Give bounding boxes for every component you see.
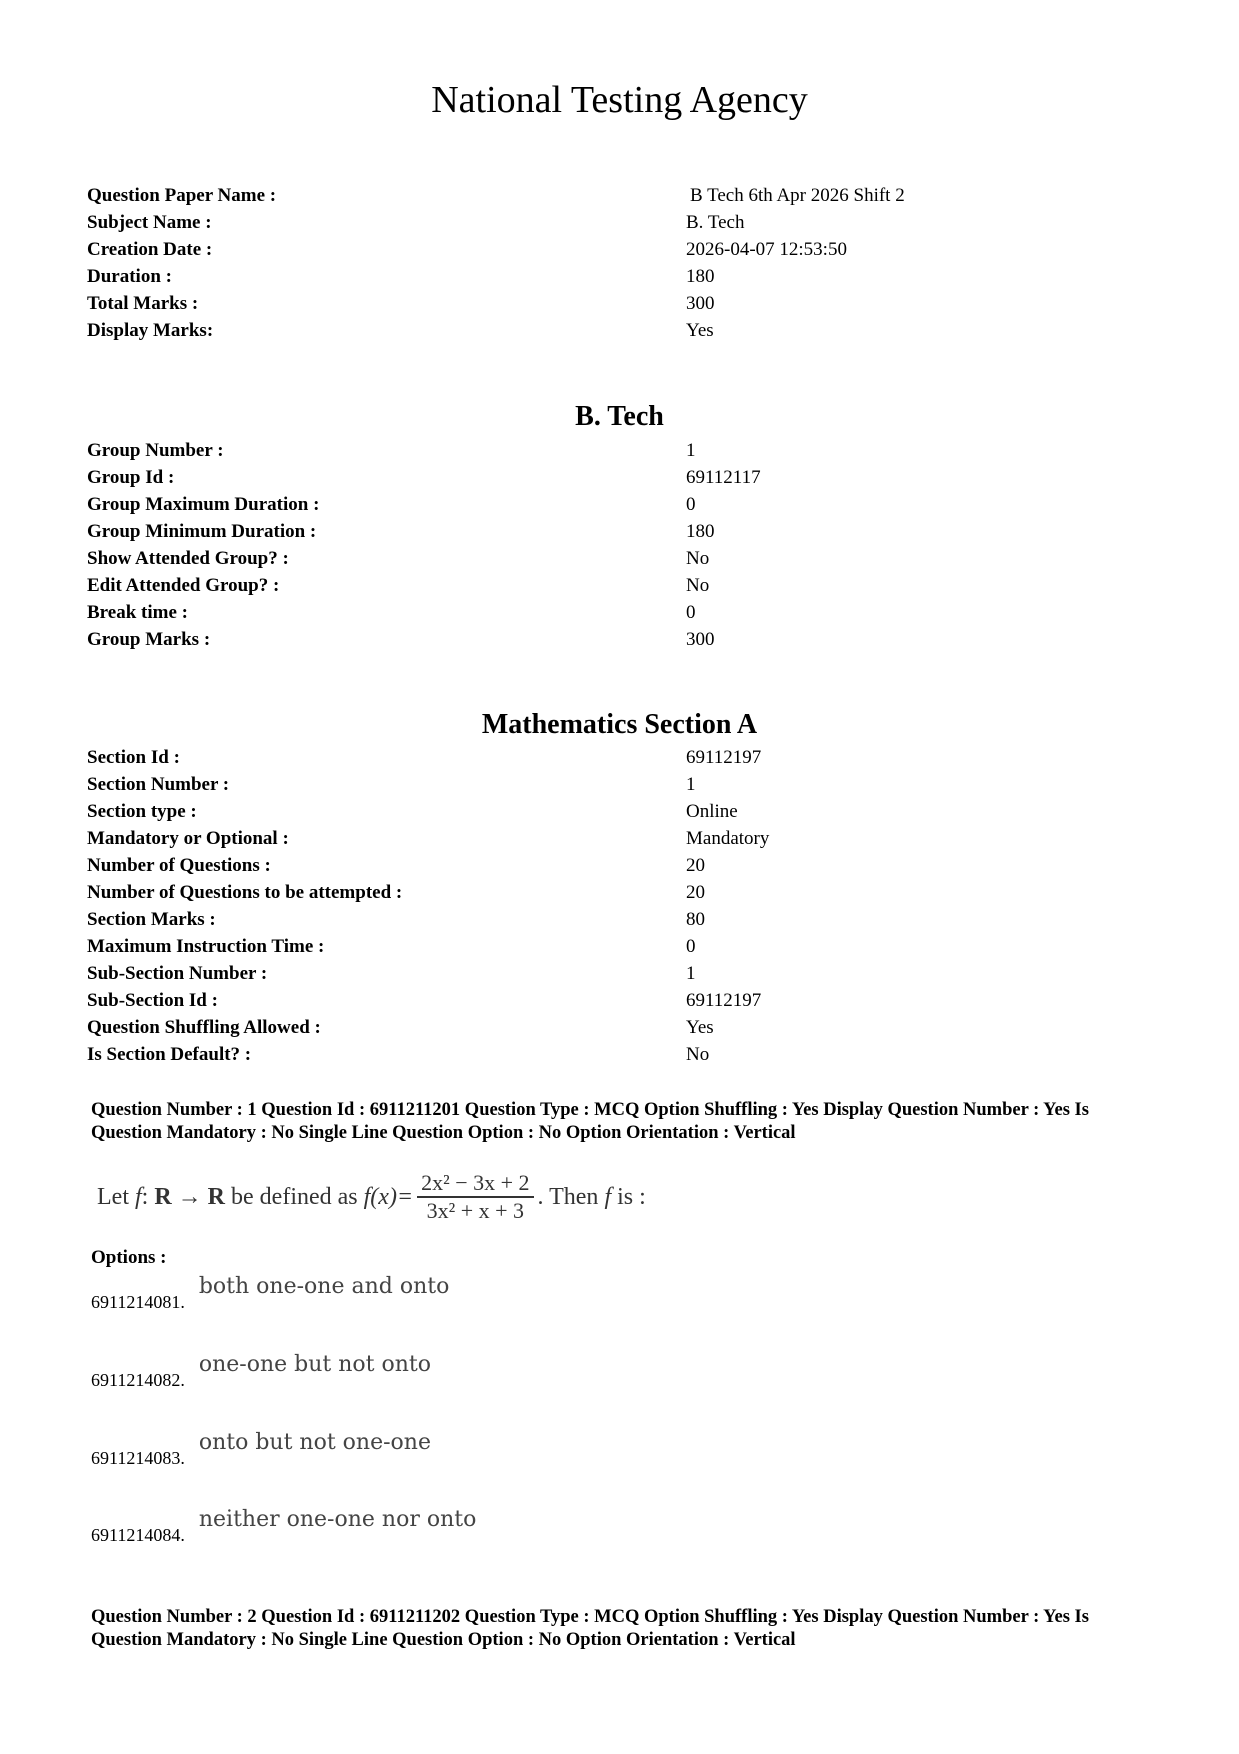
paper-info-row — [0, 290, 1239, 317]
section-info-value: 20 — [686, 855, 705, 876]
paper-info-key: Creation Date : — [87, 239, 213, 260]
q1-text-is: is : — [617, 1183, 646, 1210]
group-info-key: Group Id : — [87, 467, 175, 488]
group-info-key: Group Marks : — [87, 629, 211, 650]
option-text: one-one but not onto — [198, 1352, 431, 1377]
paper-info-row — [0, 182, 1239, 209]
option-item[interactable] — [91, 1274, 450, 1313]
group-info-value: 0 — [686, 494, 696, 515]
paper-info-row — [0, 317, 1239, 344]
group-info-key: Show Attended Group? : — [87, 548, 289, 569]
option-item[interactable] — [91, 1430, 431, 1469]
section-info-key: Is Section Default? : — [87, 1044, 252, 1065]
q1-text-arrow: → — [177, 1183, 202, 1210]
paper-info-value: 300 — [686, 293, 715, 314]
paper-info-key: Subject Name : — [87, 212, 212, 233]
group-info-row — [0, 599, 1239, 626]
section-info-value: 69112197 — [686, 747, 762, 768]
section-info-row — [0, 1014, 1239, 1041]
question-2-meta-line: Question Mandatory : No Single Line Question Option : No Option Orientation : Vertical — [91, 1629, 796, 1650]
section-info-value: Mandatory — [686, 828, 770, 849]
section-info-row — [0, 933, 1239, 960]
group-info-value: 180 — [686, 521, 715, 542]
section-info-row — [0, 852, 1239, 879]
paper-info-key: Display Marks: — [87, 320, 214, 341]
group-info-row — [0, 437, 1239, 464]
section-info-row — [0, 825, 1239, 852]
section-info-key: Sub-Section Number : — [87, 963, 268, 984]
section-info-row — [0, 798, 1239, 825]
option-item[interactable] — [91, 1507, 477, 1546]
option-id: 6911214081. — [91, 1292, 185, 1312]
page-title: National Testing Agency — [431, 79, 808, 121]
paper-info-row — [0, 209, 1239, 236]
q1-text-let: Let — [97, 1183, 129, 1210]
group-info-table — [0, 437, 1239, 653]
section-heading: Mathematics Section A — [481, 709, 758, 740]
section-info-row — [0, 987, 1239, 1014]
q1-fraction-numerator: 2x² − 3x + 2 — [421, 1170, 530, 1196]
group-info-value: 1 — [686, 440, 696, 461]
section-info-row — [0, 906, 1239, 933]
section-info-key: Maximum Instruction Time : — [87, 936, 325, 957]
option-id: 6911214084. — [91, 1525, 185, 1545]
q1-text-f: f — [134, 1183, 142, 1210]
group-info-row — [0, 545, 1239, 572]
option-text: neither one-one nor onto — [198, 1507, 477, 1532]
options-label: Options : — [91, 1247, 167, 1268]
paper-info-value: B. Tech — [686, 212, 745, 233]
group-info-value: No — [686, 548, 710, 569]
q1-text-colon: : — [141, 1183, 149, 1210]
paper-info-value: 180 — [686, 266, 715, 287]
question-1-meta-line: Question Mandatory : No Single Line Question Option : No Option Orientation : Vertical — [91, 1122, 796, 1143]
section-info-key: Number of Questions to be attempted : — [87, 882, 403, 903]
section-info-value: 69112197 — [686, 990, 762, 1011]
section-info-value: Online — [686, 801, 738, 822]
section-info-value: 0 — [686, 936, 696, 957]
question-1-text — [97, 1165, 646, 1229]
section-info-key: Section Marks : — [87, 909, 216, 930]
group-info-key: Group Minimum Duration : — [87, 521, 317, 542]
option-text: onto but not one-one — [198, 1430, 431, 1455]
section-info-row — [0, 1041, 1239, 1068]
section-info-key: Question Shuffling Allowed : — [87, 1017, 321, 1038]
section-info-table — [0, 744, 1239, 1068]
group-info-value: No — [686, 575, 710, 596]
paper-info-key: Total Marks : — [87, 293, 199, 314]
q1-fraction — [417, 1170, 533, 1224]
section-info-key: Section Number : — [87, 774, 230, 795]
paper-info-value: B Tech 6th Apr 2026 Shift 2 — [690, 185, 905, 206]
group-info-row — [0, 518, 1239, 545]
section-info-key: Section type : — [87, 801, 197, 822]
group-info-value: 69112117 — [686, 467, 761, 488]
option-item[interactable] — [91, 1352, 431, 1391]
group-info-row — [0, 464, 1239, 491]
option-text: both one-one and onto — [198, 1274, 450, 1299]
question-1-meta — [91, 1099, 1201, 1144]
paper-info-value: Yes — [686, 320, 714, 341]
section-info-value: 1 — [686, 963, 696, 984]
paper-info-key: Duration : — [87, 266, 172, 287]
section-info-value: 80 — [686, 909, 705, 930]
question-2-meta-line: Question Number : 2 Question Id : 6911211202 Question Type : MCQ Option Shuffling : Yes Display Question Number : Yes Is — [91, 1607, 1089, 1627]
section-info-value: No — [686, 1044, 710, 1065]
q1-fraction-denominator: 3x² + x + 3 — [426, 1197, 525, 1223]
paper-info-row — [0, 236, 1239, 263]
paper-info-table — [0, 182, 1239, 344]
q1-text-fx: f(x)= — [363, 1183, 414, 1210]
section-info-row — [0, 744, 1239, 771]
paper-info-row — [0, 263, 1239, 290]
section-info-key: Mandatory or Optional : — [87, 828, 289, 849]
section-info-key: Section Id : — [87, 747, 180, 768]
section-info-row — [0, 771, 1239, 798]
group-info-row — [0, 626, 1239, 653]
option-id: 6911214082. — [91, 1370, 185, 1390]
paper-info-key: Question Paper Name : — [87, 185, 277, 206]
section-info-row — [0, 960, 1239, 987]
section-info-key: Sub-Section Id : — [87, 990, 218, 1011]
section-info-key: Number of Questions : — [87, 855, 271, 876]
q1-text-f2: f — [604, 1183, 612, 1210]
group-info-value: 0 — [686, 602, 696, 623]
group-info-value: 300 — [686, 629, 715, 650]
q1-text-domain: R — [154, 1183, 172, 1210]
section-info-value: Yes — [686, 1017, 714, 1038]
group-info-key: Break time : — [87, 602, 188, 623]
group-info-key: Group Number : — [87, 440, 224, 461]
group-heading: B. Tech — [575, 401, 664, 432]
group-info-key: Group Maximum Duration : — [87, 494, 320, 515]
question-1-meta-line: Question Number : 1 Question Id : 6911211201 Question Type : MCQ Option Shuffling : Yes Display Question Number : Yes Is — [91, 1100, 1089, 1120]
q1-text-then: . Then — [537, 1183, 599, 1210]
group-info-key: Edit Attended Group? : — [87, 575, 280, 596]
group-info-row — [0, 491, 1239, 518]
section-info-row — [0, 879, 1239, 906]
q1-text-codomain: R — [207, 1183, 226, 1210]
group-info-row — [0, 572, 1239, 599]
section-info-value: 20 — [686, 882, 705, 903]
option-id: 6911214083. — [91, 1448, 185, 1468]
question-2-meta — [91, 1606, 1201, 1651]
section-info-value: 1 — [686, 774, 696, 795]
q1-text-defined: be defined as — [231, 1183, 358, 1210]
paper-info-value: 2026-04-07 12:53:50 — [686, 239, 847, 260]
